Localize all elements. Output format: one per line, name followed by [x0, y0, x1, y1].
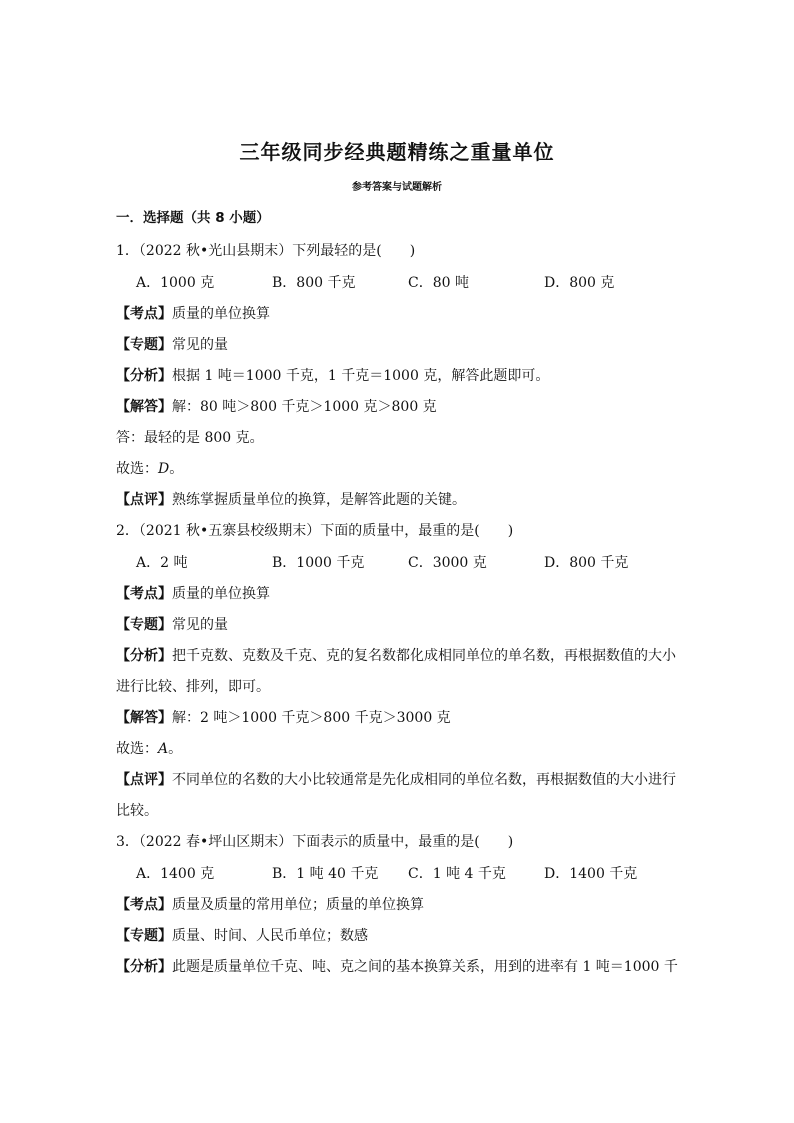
- question-1-answer: 答：最轻的是 800 克。: [116, 430, 264, 446]
- questions-content: [116, 236, 682, 983]
- question-3-option-c: C．1 吨 4 千克: [408, 866, 506, 882]
- question-2-dianping: [116, 765, 682, 827]
- choice-label: 故选：: [116, 461, 158, 477]
- jieda-text: 解：80 吨＞800 千克＞1000 克＞800 克: [172, 399, 437, 415]
- question-3-zhuanti: [116, 921, 682, 952]
- question-1-option-d: D．800 克: [544, 275, 615, 291]
- question-2-stem: 2．（2021 秋•五寨县校级期末）下面的质量中，最重的是( ): [116, 523, 514, 539]
- question-3-fenxi: [116, 952, 682, 983]
- page-title: 三年级同步经典题精练之重量单位: [239, 140, 555, 164]
- question-1-zhuanti: [116, 330, 682, 361]
- kaodian-text: 质量的单位换算: [172, 306, 270, 322]
- fenxi-tag: 【分析】: [116, 959, 172, 975]
- fenxi-tag: 【分析】: [116, 368, 172, 384]
- dianping-text: 不同单位的名数的大小比较通常是先化成相同的单位名数，再根据数值的大小进行比较。: [116, 772, 676, 819]
- question-2-option-d: D．800 千克: [544, 555, 629, 571]
- question-1-jieda: [116, 392, 682, 423]
- fenxi-text: 此题是质量单位千克、吨、克之间的基本换算关系，用到的进率有 1 吨＝1000 千: [172, 959, 678, 975]
- kaodian-tag: 【考点】: [116, 897, 172, 913]
- jieda-text: 解：2 吨＞1000 千克＞800 千克＞3000 克: [172, 710, 451, 726]
- question-1-option-b: B．800 千克: [272, 275, 356, 291]
- section-heading: 一．选择题（共 8 小题）: [116, 210, 270, 226]
- choice-label: 故选：: [116, 741, 158, 757]
- zhuanti-text: 常见的量: [172, 617, 228, 633]
- question-1-option-a: A．1000 克: [136, 275, 215, 291]
- question-1-option-c: C．80 吨: [408, 275, 469, 291]
- question-1-dianping: [116, 485, 682, 516]
- question-2-choice: [116, 734, 682, 765]
- question-2-jieda: [116, 703, 682, 734]
- choice-end: 。: [168, 741, 183, 757]
- question-2-option-a: A．2 吨: [136, 555, 188, 571]
- question-2-options: [116, 547, 682, 579]
- question-1-options: [116, 267, 682, 299]
- question-3-stem: 3．（2022 春•坪山区期末）下面表示的质量中，最重的是( ): [116, 834, 514, 850]
- fenxi-text: 把千克数、克数及千克、克的复名数都化成相同单位的单名数，再根据数值的大小进行比较、排列，即可。: [116, 648, 676, 695]
- question-2-option-c: C．3000 克: [408, 555, 487, 571]
- page-subtitle: 参考答案与试题解析: [352, 182, 442, 193]
- kaodian-text: 质量的单位换算: [172, 586, 270, 602]
- question-2-option-b: B．1000 千克: [272, 555, 365, 571]
- question-2-fenxi: [116, 641, 682, 703]
- question-3-kaodian: [116, 890, 682, 921]
- choice-answer: A: [158, 741, 169, 757]
- choice-end: 。: [169, 461, 184, 477]
- jieda-tag: 【解答】: [116, 710, 172, 726]
- question-3-option-a: A．1400 克: [136, 866, 215, 882]
- question-3-option-d: D．1400 千克: [544, 866, 638, 882]
- zhuanti-tag: 【专题】: [116, 928, 172, 944]
- kaodian-tag: 【考点】: [116, 306, 172, 322]
- zhuanti-text: 质量、时间、人民币单位；数感: [172, 928, 368, 944]
- question-1-stem: 1．（2022 秋•光山县期末）下列最轻的是( ): [116, 243, 416, 259]
- kaodian-tag: 【考点】: [116, 586, 172, 602]
- question-3-options: [116, 858, 682, 890]
- choice-answer: D: [158, 461, 170, 477]
- dianping-text: 熟练掌握质量单位的换算，是解答此题的关键。: [172, 492, 466, 508]
- jieda-tag: 【解答】: [116, 399, 172, 415]
- fenxi-text: 根据 1 吨＝1000 千克，1 千克＝1000 克，解答此题即可。: [172, 368, 550, 384]
- fenxi-tag: 【分析】: [116, 648, 172, 664]
- zhuanti-tag: 【专题】: [116, 337, 172, 353]
- question-1-fenxi: [116, 361, 682, 392]
- dianping-tag: 【点评】: [116, 492, 172, 508]
- kaodian-text: 质量及质量的常用单位；质量的单位换算: [172, 897, 424, 913]
- dianping-tag: 【点评】: [116, 772, 172, 788]
- question-2-zhuanti: [116, 610, 682, 641]
- question-1-kaodian: [116, 299, 682, 330]
- zhuanti-text: 常见的量: [172, 337, 228, 353]
- zhuanti-tag: 【专题】: [116, 617, 172, 633]
- question-2-kaodian: [116, 579, 682, 610]
- question-1-choice: [116, 454, 682, 485]
- question-3-option-b: B．1 吨 40 千克: [272, 866, 379, 882]
